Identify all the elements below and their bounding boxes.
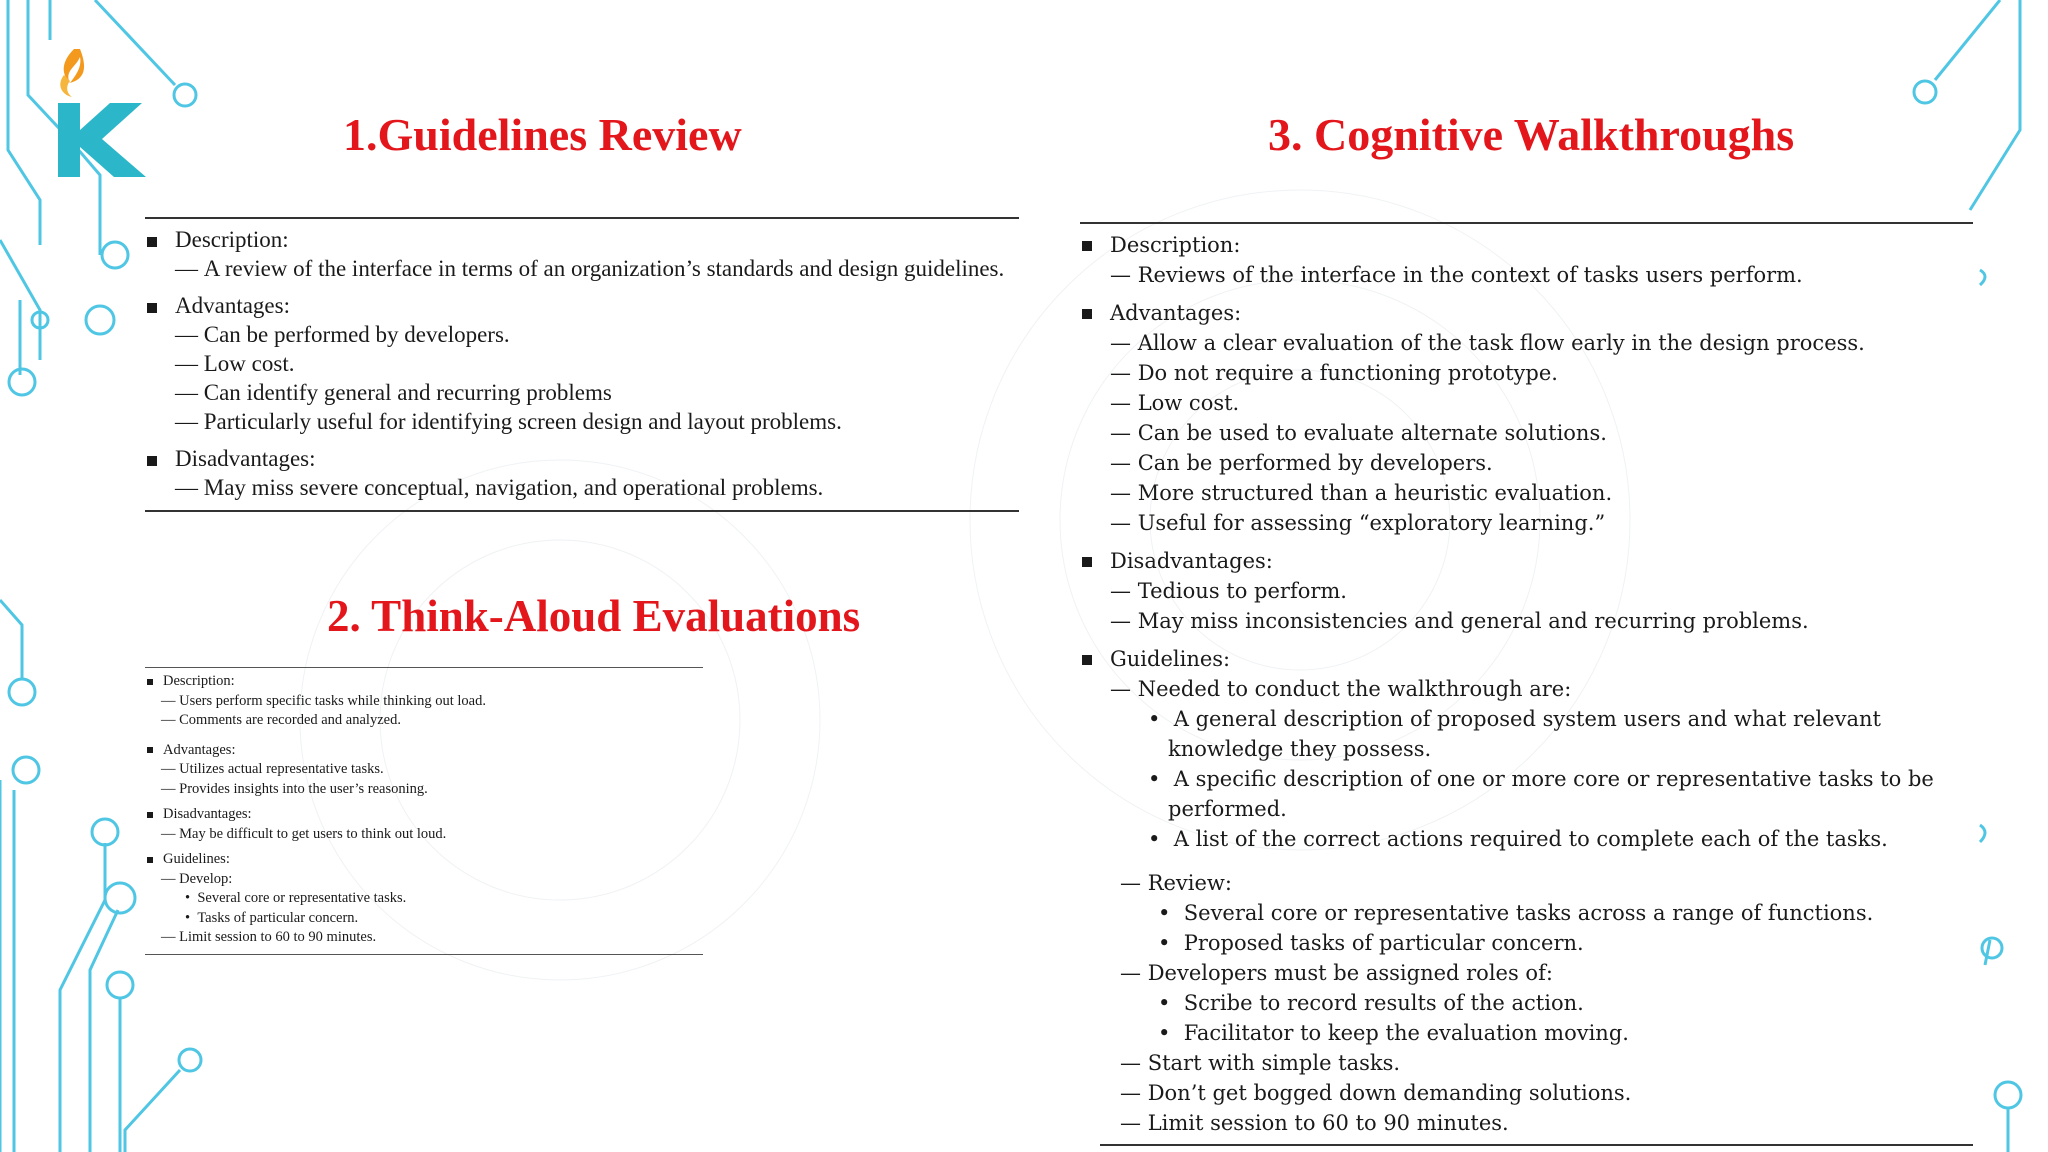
top-rule xyxy=(145,217,1019,219)
list-item: — A review of the interface in terms of an organization’s standards and design guidelines. xyxy=(145,254,1019,283)
list-item: — Developers must be assigned roles of: xyxy=(1080,958,1973,988)
advantages-heading: Advantages: xyxy=(145,291,1019,320)
list-item: — Can identify general and recurring problems xyxy=(145,378,1019,407)
description-heading: Description: xyxy=(1080,230,1973,260)
disadvantages-heading: Disadvantages: xyxy=(145,805,703,825)
bottom-rule xyxy=(1100,1144,1973,1146)
list-item: — Allow a clear evaluation of the task flow early in the design process. xyxy=(1080,328,1973,358)
brand-logo xyxy=(50,45,150,185)
advantages-heading: Advantages: xyxy=(1080,298,1973,328)
cognitive-walkthroughs-panel xyxy=(1080,222,1973,1146)
description-heading: Description: xyxy=(145,672,703,692)
list-item: — Limit session to 60 to 90 minutes. xyxy=(1080,1108,1973,1138)
list-item: — Users perform specific tasks while thinking out load. xyxy=(145,692,703,712)
list-item: — Don’t get bogged down demanding solutions. xyxy=(1080,1078,1973,1108)
list-item: — Comments are recorded and analyzed. xyxy=(145,711,703,731)
list-item: • Facilitator to keep the evaluation moving. xyxy=(1080,1018,1973,1048)
flame-icon xyxy=(50,45,150,185)
list-item: — Low cost. xyxy=(1080,388,1973,418)
advantages-heading: Advantages: xyxy=(145,741,703,761)
list-item: — Utilizes actual representative tasks. xyxy=(145,760,703,780)
think-aloud-panel xyxy=(145,667,703,955)
disadvantages-heading: Disadvantages: xyxy=(145,444,1019,473)
list-item: — More structured than a heuristic evaluation. xyxy=(1080,478,1973,508)
guidelines-review-panel xyxy=(145,217,1019,512)
disadvantages-heading: Disadvantages: xyxy=(1080,546,1973,576)
title-think-aloud: 2. Think-Aloud Evaluations xyxy=(327,591,861,641)
list-item: — Review: xyxy=(1080,868,1973,898)
guidelines-heading: Guidelines: xyxy=(1080,644,1973,674)
list-item: • Tasks of particular concern. xyxy=(145,909,703,929)
list-item: — Reviews of the interface in the context of tasks users perform. xyxy=(1080,260,1973,290)
bottom-rule xyxy=(145,510,1019,512)
list-item: — Useful for assessing “exploratory learning.” xyxy=(1080,508,1973,538)
list-item: — May be difficult to get users to think out loud. xyxy=(145,825,703,845)
top-rule xyxy=(145,667,703,668)
list-item: • A general description of proposed system users and what relevant knowledge they possess. xyxy=(1080,704,1973,764)
bottom-rule xyxy=(145,954,703,955)
list-item: — Low cost. xyxy=(145,349,1019,378)
list-item: — Can be performed by developers. xyxy=(1080,448,1973,478)
list-item: — Needed to conduct the walkthrough are: xyxy=(1080,674,1973,704)
list-item: — Tedious to perform. xyxy=(1080,576,1973,606)
top-rule xyxy=(1080,222,1973,224)
list-item: — May miss severe conceptual, navigation, and operational problems. xyxy=(145,473,1019,502)
title-cognitive-walkthroughs: 3. Cognitive Walkthroughs xyxy=(1268,109,1795,160)
list-item: — Limit session to 60 to 90 minutes. xyxy=(145,928,703,948)
list-item: • Scribe to record results of the action. xyxy=(1080,988,1973,1018)
list-item: — Can be performed by developers. xyxy=(145,320,1019,349)
list-item: — May miss inconsistencies and general and recurring problems. xyxy=(1080,606,1973,636)
list-item: — Start with simple tasks. xyxy=(1080,1048,1973,1078)
list-item: • A specific description of one or more core or representative tasks to be performed. xyxy=(1080,764,1973,824)
list-item: • Several core or representative tasks across a range of functions. xyxy=(1080,898,1973,928)
list-item: — Particularly useful for identifying screen design and layout problems. xyxy=(145,407,1019,436)
list-item: — Develop: xyxy=(145,870,703,890)
list-item: — Can be used to evaluate alternate solutions. xyxy=(1080,418,1973,448)
list-item: • Several core or representative tasks. xyxy=(145,889,703,909)
list-item: — Provides insights into the user’s reasoning. xyxy=(145,780,703,800)
list-item: • A list of the correct actions required to complete each of the tasks. xyxy=(1080,824,1973,854)
guidelines-heading: Guidelines: xyxy=(145,850,703,870)
description-heading: Description: xyxy=(145,225,1019,254)
list-item: • Proposed tasks of particular concern. xyxy=(1080,928,1973,958)
list-item: — Do not require a functioning prototype. xyxy=(1080,358,1973,388)
title-guidelines-review: 1.Guidelines Review xyxy=(343,109,742,160)
